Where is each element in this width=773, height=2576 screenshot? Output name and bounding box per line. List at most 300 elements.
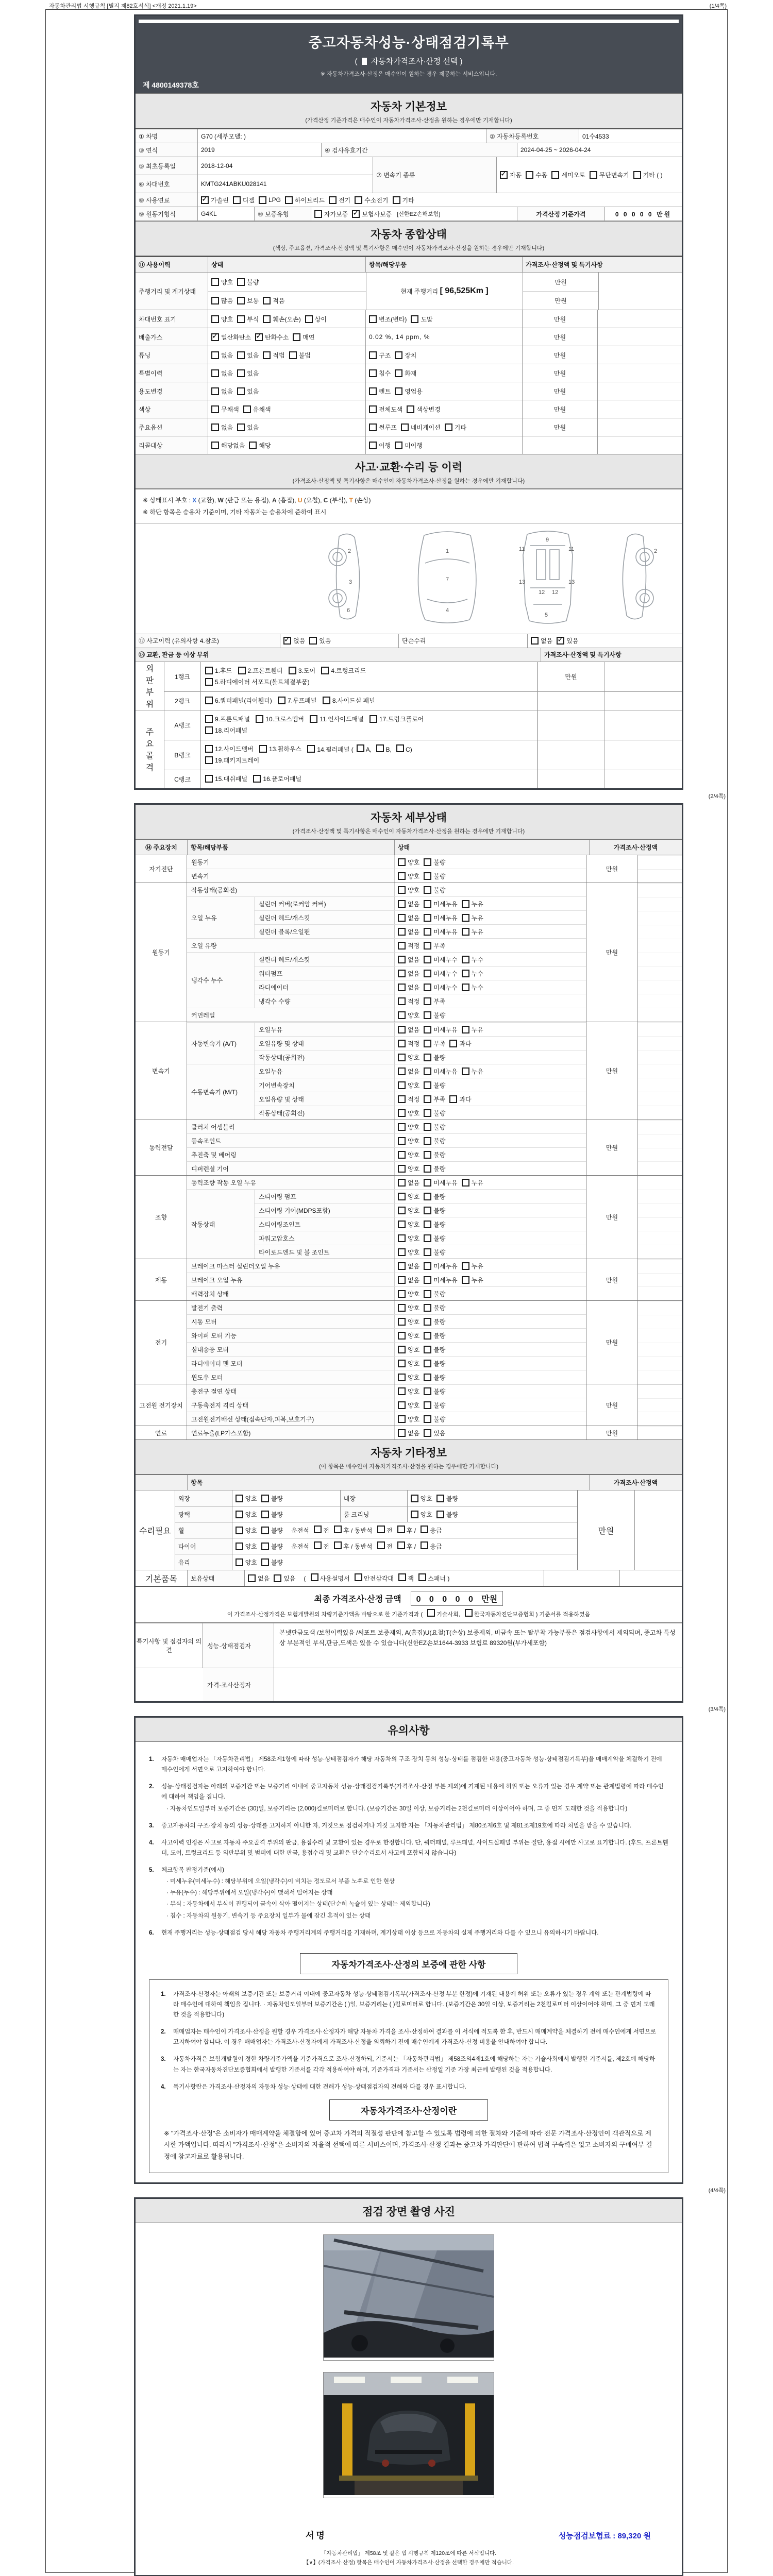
checkbox-inline[interactable] <box>427 1609 435 1617</box>
checkbox-보통[interactable]: 보통 <box>237 296 259 305</box>
checkbox-적정[interactable]: 적정 <box>398 1095 419 1104</box>
checkbox-불량[interactable]: 불량 <box>424 886 445 894</box>
checkbox-part[interactable]: 4.트렁크리드 <box>321 666 366 675</box>
etc-info-table <box>136 1490 682 1586</box>
detail-row-고전원전기배선 상태(접속단자,피복,보호기구): 고전원전기배선 상태(접속단자,피복,보호기구) 양호 불량 <box>187 1412 586 1426</box>
rank-group-외판부위 <box>136 662 682 710</box>
checkbox-적법[interactable]: 적법 <box>263 351 284 360</box>
checkbox-없음[interactable]: ✓ 없음 <box>283 636 305 645</box>
etc-price: 만원 <box>577 1490 635 1570</box>
signature-label[interactable]: 서명 <box>306 2531 327 2541</box>
checkbox-양호[interactable]: 양호 <box>411 1494 432 1503</box>
svg-text:12: 12 <box>539 589 545 596</box>
checkbox-inline[interactable] <box>311 1573 318 1581</box>
checkbox-불량[interactable]: 불량 <box>424 1220 445 1229</box>
checkbox-inline[interactable] <box>355 1573 362 1581</box>
checkbox-양호[interactable]: 양호 <box>398 1206 419 1215</box>
section-accident-title: 사고·교환·수리 등 이력 <box>355 462 463 473</box>
checkbox-미세누유[interactable]: 미세누유 <box>424 1276 457 1284</box>
checkbox-미세누수[interactable]: 미세누수 <box>424 983 457 992</box>
etc-head-price: 가격조사·산정액 <box>589 1475 682 1490</box>
checkbox-양호[interactable]: 양호 <box>411 1510 432 1519</box>
checkbox-part[interactable]: 13.휠하우스 <box>259 744 301 753</box>
detail-price-변속기: 만원 <box>586 1022 637 1120</box>
label-first-reg: ⑤ 최초등록일 <box>136 157 197 175</box>
etc-repair-group: 수리필요 외장 양호 불량 내장 양호 불량 광택 양호 불량 룸 크리닝 양호 불량 휠 양호 불량 운전석 전 후 / 동반석 전 후 / 응급 타이어 양호 불량 운전석 전 후 / 동반석 전 후 / 응급 유리 양호 불량 만원 <box>136 1490 682 1570</box>
odometer-value: 현재 주행거리 [ 96,525Km ] <box>366 273 523 310</box>
checkbox-part[interactable]: 9.프론트패널 <box>205 715 250 723</box>
checkbox-양호[interactable]: 양호 <box>398 1053 419 1062</box>
checkbox-적음[interactable]: 적음 <box>263 296 284 305</box>
checkbox-불량[interactable]: 불량 <box>424 1373 445 1382</box>
detail-group-자기진단: 자기진단 원동기 양호 불량 변속기 양호 불량 만원 <box>136 855 682 883</box>
comp-row-8: 리콜대상 해당없음 해당 이행 미이행 <box>136 436 682 454</box>
checkbox-양호[interactable]: 양호 <box>211 315 233 324</box>
checkbox-있음[interactable]: 있음 <box>237 387 259 396</box>
checkbox-미세누유[interactable]: 미세누유 <box>424 913 457 922</box>
checkbox-없음[interactable]: 없음 <box>531 636 552 645</box>
checkbox-있음[interactable]: 있음 <box>424 1429 445 1437</box>
checkbox-inline[interactable] <box>314 1526 322 1533</box>
checkbox-있음[interactable]: ✓ 있음 <box>557 636 578 645</box>
checkbox-양호[interactable]: 양호 <box>236 1542 257 1551</box>
box-page4 <box>134 2197 683 2576</box>
checkbox-일산화탄소[interactable]: ✓ 일산화탄소 <box>211 333 251 342</box>
checkbox-불량[interactable]: 불량 <box>436 1494 458 1503</box>
checkbox-inline[interactable] <box>377 1526 385 1533</box>
checkbox-부족[interactable]: 부족 <box>424 997 445 1006</box>
checkbox-양호[interactable]: 양호 <box>398 1331 419 1340</box>
comp-label-mileage: 주행거리 및 계기상태 <box>136 273 208 310</box>
section-accident-subtitle: (가격조사·산정액 및 특기사항은 매수인이 자동차가격조사·산정을 원하는 경우에만 기재합니다) <box>292 478 525 484</box>
accident-history-label: ⑫ 사고이력 (유의사항 4.참조) <box>136 634 280 648</box>
mileage-spec <box>598 273 682 310</box>
detail-row-스티어링 펌프: 스티어링 펌프 양호 불량 <box>254 1190 586 1203</box>
checkbox-자가보증[interactable]: 자가보증 <box>314 210 348 218</box>
checkbox-매연[interactable]: 매연 <box>293 333 314 342</box>
checkbox-누유[interactable]: 누유 <box>462 913 483 922</box>
checkbox-없음[interactable]: 없음 <box>211 423 233 432</box>
checkbox-불량[interactable]: 불량 <box>424 1415 445 1423</box>
checkbox-미이행[interactable]: 미이행 <box>395 441 423 450</box>
checkbox-불량[interactable]: 불량 <box>261 1542 283 1551</box>
checkbox-상이[interactable]: 상이 <box>305 315 327 324</box>
checkbox-LPG[interactable]: LPG <box>259 196 281 204</box>
checkbox-불량[interactable]: 불량 <box>424 1137 445 1145</box>
checkbox-part[interactable]: 12.사이드멤버 <box>205 744 254 753</box>
detail-row-발전기 출력: 발전기 출력 양호 불량 <box>187 1301 586 1314</box>
checkbox-불량[interactable]: 불량 <box>424 1401 445 1410</box>
checkbox-불량[interactable]: 불량 <box>424 1192 445 1201</box>
checkbox-색상변경[interactable]: 색상변경 <box>407 405 440 414</box>
checkbox-누유[interactable]: 누유 <box>462 1067 483 1076</box>
checkbox-불량[interactable]: 불량 <box>424 1248 445 1257</box>
checkbox-미세누유[interactable]: 미세누유 <box>424 1178 457 1187</box>
checkbox-있음[interactable]: 있음 <box>309 636 331 645</box>
checkbox-불량[interactable]: 불량 <box>424 1011 445 1020</box>
box-page1 <box>134 14 683 790</box>
checkbox-유채색[interactable]: 유채색 <box>243 405 271 414</box>
warranty-insurer: [신한EZ손해보험] <box>397 211 441 217</box>
checkbox-누유[interactable]: 누유 <box>462 1276 483 1284</box>
checkbox-불량[interactable]: 불량 <box>237 278 259 286</box>
checkbox-있음[interactable]: 있음 <box>237 423 259 432</box>
checkbox-part[interactable]: 1.후드 <box>205 666 232 675</box>
detail-head-item: 항목/해당부품 <box>187 840 394 855</box>
checkbox-part[interactable]: 7.루프패널 <box>278 696 316 705</box>
label-car-name: ① 차명 <box>136 129 197 143</box>
checkbox-과다[interactable]: 과다 <box>449 1095 471 1104</box>
checkbox-불량[interactable]: 불량 <box>424 1150 445 1159</box>
checkbox-양호[interactable]: 양호 <box>398 1081 419 1090</box>
checkbox-적정[interactable]: 적정 <box>398 997 419 1006</box>
detail-group-고전원 전기장치: 고전원 전기장치 충전구 절연 상태 양호 불량 구동축전지 격리 상태 양호 불량 고전원전기배선 상태(접속단자,피복,보호기구) 양호 불량 만원 <box>136 1384 682 1426</box>
checkbox-불량[interactable]: 불량 <box>424 858 445 867</box>
checkbox-part[interactable]: 10.크로스멤버 <box>256 715 304 723</box>
checkbox-양호[interactable]: 양호 <box>236 1494 257 1503</box>
label-warranty-type: ⑩ 보증유형 <box>254 207 311 221</box>
legend-symbols: ※ 상태표시 부호 : X (교환), W (판금 또는 용접), A (흠집), U (요철), C (부식), T (손상) <box>143 497 371 504</box>
checkbox-양호[interactable]: 양호 <box>398 1220 419 1229</box>
value-model-year: 2019 <box>197 143 321 157</box>
checkbox-part[interactable]: 2.프론트휀더 <box>238 666 283 675</box>
checkbox-양호[interactable]: 양호 <box>398 1303 419 1312</box>
checkbox-침수[interactable]: 침수 <box>369 369 391 378</box>
checkbox-양호[interactable]: 양호 <box>398 1137 419 1145</box>
checkbox-적정[interactable]: 적정 <box>398 1039 419 1048</box>
basic-row-2 <box>136 143 682 157</box>
checkbox-화재[interactable]: 화재 <box>395 369 416 378</box>
checkbox-없음[interactable]: 없음 <box>398 927 419 936</box>
checkbox-누유[interactable]: 누유 <box>462 1178 483 1187</box>
checkbox-하이브리드[interactable]: 하이브리드 <box>285 196 325 205</box>
basic-info-table <box>136 128 682 221</box>
checkbox-part[interactable]: 15.대쉬패널 <box>205 774 247 783</box>
checkbox-불량[interactable]: 불량 <box>424 1290 445 1298</box>
checkbox-불량[interactable]: 불량 <box>424 872 445 880</box>
checkbox-불량[interactable]: 불량 <box>424 1359 445 1368</box>
checkbox-inline[interactable] <box>396 744 404 752</box>
checkbox-누유[interactable]: 누유 <box>462 900 483 908</box>
box-page2 <box>134 803 683 1703</box>
checkbox-미세누유[interactable]: 미세누유 <box>424 1025 457 1034</box>
checkbox-많음[interactable]: 많음 <box>211 296 233 305</box>
warranty-checks <box>311 207 517 221</box>
section-detail-title: 자동차 세부상태 <box>371 812 447 824</box>
checkbox-자동[interactable]: ✓ 자동 <box>500 171 522 179</box>
checkbox-양호[interactable]: 양호 <box>398 1359 419 1368</box>
checkbox-있음[interactable]: 있음 <box>237 369 259 378</box>
checkbox-inline[interactable] <box>376 744 384 752</box>
comp-row-7: 주요옵션 없음 있음 썬루프 네비게이션 기타 만원 <box>136 418 682 436</box>
final-price-note: 이 가격조사·산정가격은 보험개발원의 차량기준가액을 바탕으로 한 기준가격과 ( 기술사회, 한국자동차진단보증협회 ) 기준서를 적용하였음 <box>136 1607 682 1623</box>
simple-repair-label: 단순수리 <box>398 634 527 648</box>
checkbox-inline[interactable] <box>398 1573 406 1581</box>
form-rule-reference: 자동차관리법 시행규칙 [별지 제82호서식] <개정 2021.1.19> <box>49 3 197 9</box>
etc-table-header <box>136 1475 682 1490</box>
checkbox-part[interactable]: 14.필러패널 ( A, B, C) <box>307 744 412 754</box>
checkbox-없음[interactable]: 없음 <box>398 1429 419 1437</box>
checkbox-없음[interactable]: 없음 <box>398 1025 419 1034</box>
fuel-checks <box>197 193 682 207</box>
detail-price-동력전달: 만원 <box>586 1120 637 1175</box>
detail-price-전기: 만원 <box>586 1301 637 1384</box>
checkbox-양호[interactable]: 양호 <box>398 872 419 880</box>
checkbox-불량[interactable]: 불량 <box>424 1109 445 1117</box>
checkbox-불량[interactable]: 불량 <box>424 1303 445 1312</box>
checkbox-불량[interactable]: 불량 <box>424 1387 445 1396</box>
checkbox-양호[interactable]: 양호 <box>398 1387 419 1396</box>
checkbox-없음[interactable]: 없음 <box>398 969 419 978</box>
checkbox-탄화수소[interactable]: ✓ 탄화수소 <box>255 333 289 342</box>
checkbox-inline[interactable] <box>334 1541 342 1549</box>
checkbox-렌트[interactable]: 렌트 <box>369 387 391 396</box>
section-photos <box>136 2199 682 2223</box>
checkbox-part[interactable]: 8.사이드실 패널 <box>323 696 375 705</box>
rank-group-label: 외 판 부 위 <box>136 662 164 710</box>
checkbox-양호[interactable]: 양호 <box>398 1192 419 1201</box>
checkbox-누수[interactable]: 누수 <box>462 969 483 978</box>
checkbox-없음[interactable]: 없음 <box>398 1276 419 1284</box>
checkbox-없음[interactable]: 없음 <box>398 955 419 964</box>
checkbox-영업용[interactable]: 영업용 <box>395 387 423 396</box>
checkbox-양호[interactable]: 양호 <box>398 1290 419 1298</box>
checkbox-없음[interactable]: 없음 <box>211 351 233 360</box>
checkbox-무단변속기[interactable]: 무단변속기 <box>590 171 629 179</box>
rank-row-2랭크 <box>164 691 682 710</box>
label-transmission: ⑦ 변속기 종류 <box>373 157 496 193</box>
rank-items <box>201 662 538 691</box>
box-page3 <box>134 1716 683 2184</box>
notice-item: 2. 성능·상태점검자는 아래의 보증기간 또는 보증거리 이내에 중고자동차 성능·상태점검기록부(가격조사·산정 부분 제외)에 기재된 내용에 허위 또는 오류가 있는 경우 계약 또는 관계법령에 따라 매수인에 대하여 책임을 집니다. · 자동차인도일부터 보증기간은 (30)일, 보증거리는 (2,000)킬로미터로 합니다. (보증기간은 30일 이상, 보증거리는 2천킬로미터 이상이어야 하며, 그 중 먼저 도래한 것을 적용합니다) <box>149 1784 664 1812</box>
checkbox-part[interactable]: 16.플로어패널 <box>253 774 301 783</box>
checkbox-부족[interactable]: 부족 <box>424 1095 445 1104</box>
checkbox-불량[interactable]: 불량 <box>424 1206 445 1215</box>
checkbox-미세누수[interactable]: 미세누수 <box>424 955 457 964</box>
checkbox-part[interactable]: 11.인사이드패널 <box>310 715 363 723</box>
comp-row-5: 용도변경 없음 있음 렌트 영업용 만원 <box>136 382 682 400</box>
checkbox-불량[interactable]: 불량 <box>424 1123 445 1131</box>
checkbox-part[interactable]: 17.트렁크플로어 <box>369 715 424 723</box>
checkbox-미세누유[interactable]: 미세누유 <box>424 1262 457 1270</box>
checkbox-불량[interactable]: 불량 <box>261 1510 283 1519</box>
value-car-name: G70 (세부모델: ) <box>197 129 486 143</box>
checkbox-구조[interactable]: 구조 <box>369 351 391 360</box>
checkbox-수동[interactable]: 수동 <box>526 171 547 179</box>
checkbox-양호[interactable]: 양호 <box>398 1234 419 1243</box>
checkbox-part[interactable]: 6.쿼터패널(리어휀더) <box>205 696 272 705</box>
checkbox-양호[interactable]: 양호 <box>398 1109 419 1117</box>
page-mark-1: (1/4쪽) <box>709 3 727 9</box>
checkbox-없음[interactable]: 없음 <box>398 913 419 922</box>
checkbox-없음[interactable]: 없음 <box>398 1178 419 1187</box>
value-base-price: 0 0 0 0 0 만원 <box>604 207 682 221</box>
checkbox-part[interactable]: 19.패키지트레이 <box>205 756 259 765</box>
checkbox-없음[interactable]: 없음 <box>211 387 233 396</box>
rank-label: 1랭크 <box>164 662 201 691</box>
checkbox-부식[interactable]: 부식 <box>237 315 259 324</box>
checkbox-불량[interactable]: 불량 <box>424 1164 445 1173</box>
checkbox-양호[interactable]: 양호 <box>236 1510 257 1519</box>
checkbox-양호[interactable]: 양호 <box>398 1373 419 1382</box>
checkbox-있음[interactable]: 있음 <box>237 351 259 360</box>
car-damage-diagram <box>136 523 682 634</box>
checkbox-미세누수[interactable]: 미세누수 <box>424 969 457 978</box>
rank-row-B랭크 <box>164 740 682 770</box>
checkbox-누수[interactable]: 누수 <box>462 983 483 992</box>
checkbox-양호[interactable]: 양호 <box>398 1164 419 1173</box>
checkbox-part[interactable]: 3.도어 <box>289 666 315 675</box>
checkbox-누유[interactable]: 누유 <box>462 927 483 936</box>
rank-label: B랭크 <box>164 740 201 770</box>
svg-text:2: 2 <box>348 548 351 554</box>
label-engine-type: ⑨ 원동기형식 <box>136 207 197 221</box>
checkbox-양호[interactable]: 양호 <box>398 1248 419 1257</box>
checkbox-세미오토[interactable]: 세미오토 <box>551 171 585 179</box>
checkbox-도말[interactable]: 도말 <box>411 315 432 324</box>
label-fuel: ⑧ 사용연료 <box>136 193 197 207</box>
checkbox-미세누유[interactable]: 미세누유 <box>424 900 457 908</box>
checkbox-있음[interactable]: 있음 <box>274 1574 295 1583</box>
checkbox-장치[interactable]: 장치 <box>395 351 416 360</box>
header-note: ※ 자동차가격조사·산정은 매수인이 원하는 경우 제공하는 서비스입니다. <box>320 71 497 77</box>
checkbox-없음[interactable]: 없음 <box>398 1067 419 1076</box>
checkbox-불량[interactable]: 불량 <box>424 1317 445 1326</box>
checkbox-없음[interactable]: 없음 <box>398 983 419 992</box>
checkbox-썬루프[interactable]: 썬루프 <box>369 423 397 432</box>
checkbox-불법[interactable]: 불법 <box>289 351 311 360</box>
checkbox-변조(변타)[interactable]: 변조(변타) <box>369 315 407 324</box>
checkbox-미세누유[interactable]: 미세누유 <box>424 1067 457 1076</box>
insurance-fee-text: 성능점검보험료 : 89,320 원 <box>558 2532 651 2541</box>
detail-group-조향: 조향 동력조향 작동 오일 누유 없음 미세누유 누유 작동상태 스티어링 펌프 양호 불량 스티어링 기어(MDPS포함) 양호 불량 스티어링조인트 양호 불량 파워고압호스 양호 불량 타이로드엔드 및 볼 조인트 양호 불량 만원 <box>136 1175 682 1259</box>
checkbox-양호[interactable]: 양호 <box>211 278 233 286</box>
basic-row-5 <box>136 207 682 221</box>
checkbox-불량[interactable]: 불량 <box>424 1234 445 1243</box>
detail-row-오일누유: 오일누유 없음 미세누유 누유 <box>254 1023 586 1036</box>
checkbox-inline[interactable] <box>377 1541 385 1549</box>
checkbox-적정[interactable]: 적정 <box>398 941 419 950</box>
checkbox-과다[interactable]: 과다 <box>449 1039 471 1048</box>
checkbox-불량[interactable]: 불량 <box>424 1053 445 1062</box>
checkbox-없음[interactable]: 없음 <box>398 1262 419 1270</box>
opinion-inspector-row <box>136 1623 682 1668</box>
checkbox-불량[interactable]: 불량 <box>424 1081 445 1090</box>
checkbox-기타[interactable]: 기타 <box>393 196 414 205</box>
checkbox-기타[interactable]: 기타 <box>445 423 466 432</box>
rank-items <box>201 740 538 770</box>
checkbox-양호[interactable]: 양호 <box>236 1558 257 1567</box>
checkbox-무채색[interactable]: 무채색 <box>211 405 239 414</box>
checkbox-양호[interactable]: 양호 <box>398 858 419 867</box>
svg-text:2: 2 <box>654 548 658 554</box>
comp-row-4: 특별이력 없음 있음 침수 화재 만원 <box>136 364 682 382</box>
notice-item: 3. 중고자동차의 구조·장치 등의 성능·상태를 고지하지 아니한 자, 거짓으로 점검하거나 거짓 고지한 자는 「자동차관리법」 제80조제6호 및 제81조제19호에 따라 처벌을 받을 수 있습니다. <box>149 1822 632 1829</box>
mileage-state1 <box>208 273 366 291</box>
checkbox-inline[interactable] <box>397 1541 405 1549</box>
notice-item: 4. 특기사항란은 가격조사·산정자의 자동차 성능·상태에 대한 견해가 성능·상태점검자의 견해와 다를 경우 표시합니다. <box>161 2083 466 2090</box>
checkbox-이행[interactable]: 이행 <box>369 441 391 450</box>
car-diagram-svg <box>136 527 682 628</box>
detail-row-라디에이터 팬 모터: 라디에이터 팬 모터 양호 불량 <box>187 1356 586 1370</box>
checkbox-가솔린[interactable]: ✓ 가솔린 <box>201 196 229 205</box>
checkbox-부족[interactable]: 부족 <box>424 941 445 950</box>
checkbox-훼손(오손)[interactable]: 훼손(오손) <box>263 315 300 324</box>
document-number: 제 4800149378호 <box>143 81 199 89</box>
detail-row-실린더 헤드/개스킷: 실린더 헤드/개스킷 없음 미세누유 누유 <box>254 910 586 924</box>
checkbox-양호[interactable]: 양호 <box>236 1526 257 1535</box>
checkbox-누유[interactable]: 누유 <box>462 1262 483 1270</box>
checkbox-부족[interactable]: 부족 <box>424 1039 445 1048</box>
checkbox-누유[interactable]: 누유 <box>462 1025 483 1034</box>
checkbox-수소전기[interactable]: 수소전기 <box>355 196 388 205</box>
opinion-side-label: 특기사항 및 점검자의 의견 <box>136 1623 203 1668</box>
notice-item: 5. 체크항목 판정기준(예시) · 미세누유(미세누수) : 해당부위에 오일(냉각수)이 비치는 정도로서 부품 노후로 인한 현상 · 누유(누수) : 해당부위에서 오일(냉각수)이 맺혀서 떨어지는 상태 · 부식 : 자동차에서 부식이 진행되어 금속이 삭아 떨어지는 상태(단순히 녹슬어 있는 상태는 제외합니다) · 침수 : 자동차의 원동기, 변속기 등 주요장치 일부가 물에 잠긴 흔적이 있는 상태 <box>149 1867 430 1919</box>
checkbox-불량[interactable]: 불량 <box>424 1331 445 1340</box>
checkbox-해당[interactable]: 해당 <box>249 441 271 450</box>
checkbox-양호[interactable]: 양호 <box>398 886 419 894</box>
checkbox-없음[interactable]: 없음 <box>211 369 233 378</box>
checkbox-누수[interactable]: 누수 <box>462 955 483 964</box>
checkbox-네비게이션[interactable]: 네비게이션 <box>401 423 441 432</box>
value-vin: KMTG241ABKU028141 <box>197 175 373 193</box>
detail-head-price: 가격조사·산정액 <box>589 840 682 855</box>
svg-text:5: 5 <box>545 612 548 618</box>
checkbox-inline[interactable] <box>418 1573 426 1581</box>
checkbox-전체도색[interactable]: 전체도색 <box>369 405 402 414</box>
checkbox-전기[interactable]: 전기 <box>329 196 350 205</box>
page-mark-4: (4/4쪽) <box>708 2188 726 2194</box>
checkbox-불량[interactable]: 불량 <box>436 1510 458 1519</box>
checkbox-불량[interactable]: 불량 <box>261 1494 283 1503</box>
document-content <box>134 14 726 2576</box>
checkbox-양호[interactable]: 양호 <box>398 1011 419 1020</box>
checkbox-양호[interactable]: 양호 <box>398 1123 419 1131</box>
checkbox-inline[interactable] <box>397 1526 405 1533</box>
checkbox-양호[interactable]: 양호 <box>398 1401 419 1410</box>
detail-row-구동축전지 격리 상태: 구동축전지 격리 상태 양호 불량 <box>187 1398 586 1412</box>
checkbox-inline[interactable] <box>421 1541 428 1549</box>
checkbox-양호[interactable]: 양호 <box>398 1317 419 1326</box>
section-comprehensive <box>136 221 682 256</box>
checkbox-양호[interactable]: 양호 <box>398 1150 419 1159</box>
value-first-reg: 2018-12-04 <box>197 157 373 175</box>
detail-head-device: ⑭ 주요장치 <box>145 844 177 852</box>
checkbox-미세누유[interactable]: 미세누유 <box>424 927 457 936</box>
detail-row-실내송풍 모터: 실내송풍 모터 양호 불량 <box>187 1342 586 1356</box>
checkbox-디젤[interactable]: 디젤 <box>233 196 255 205</box>
checkbox-불량[interactable]: 불량 <box>261 1558 283 1567</box>
checkbox-양호[interactable]: 양호 <box>398 1415 419 1423</box>
checkbox-inline[interactable] <box>421 1526 428 1533</box>
checkbox-양호[interactable]: 양호 <box>398 1345 419 1354</box>
checkbox-inline[interactable] <box>465 1609 473 1617</box>
checkbox-part[interactable]: 18.리어패널 <box>205 726 247 735</box>
checkbox-없음[interactable]: 없음 <box>398 900 419 908</box>
checkbox-inline[interactable] <box>357 744 364 752</box>
checkbox-불량[interactable]: 불량 <box>424 1345 445 1354</box>
detail-row-충전구 절연 상태: 충전구 절연 상태 양호 불량 <box>187 1384 586 1398</box>
checkbox-해당없음[interactable]: 해당없음 <box>211 441 245 450</box>
checkbox-inline[interactable] <box>314 1541 322 1549</box>
checkbox-inline[interactable] <box>334 1526 342 1533</box>
checkbox-기타 ( )[interactable]: 기타 ( ) <box>633 171 663 179</box>
checkbox-없음[interactable]: 없음 <box>248 1574 270 1583</box>
symbol-C: C <box>323 497 328 504</box>
checkbox-불량[interactable]: 불량 <box>261 1526 283 1535</box>
checkbox-보험사보증[interactable]: ✓ 보험사보증 <box>352 210 392 218</box>
checkbox-part[interactable]: 5.라디에이터 서포트(볼트체결부품) <box>205 677 310 686</box>
